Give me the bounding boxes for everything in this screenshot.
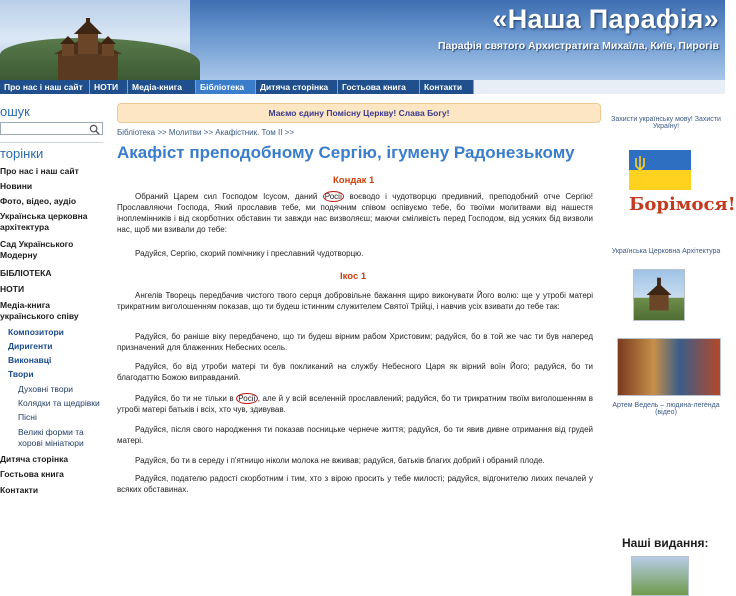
site-title[interactable]: «Наша Парафія» <box>492 4 719 34</box>
borimos-banner[interactable]: Борімося! <box>629 194 736 215</box>
sidebar-item-media-book[interactable]: Медіа-книга <box>0 300 51 310</box>
kondak-heading: Кондак 1 <box>333 175 375 186</box>
sidebar-item-news[interactable]: Новини <box>0 181 33 191</box>
ikos-paragraph <box>117 393 593 415</box>
search-title: ошук <box>0 104 30 119</box>
kondak-paragraph <box>117 191 593 235</box>
sidebar-item-media-book-2[interactable]: українського співу <box>0 311 79 321</box>
pages-title: торінки <box>0 146 44 161</box>
search-input[interactable] <box>0 122 103 135</box>
ikos-paragraph <box>117 424 593 446</box>
edition-thumbnail[interactable] <box>631 556 689 596</box>
ikos-p3-a: Радуйся, бо ти не тільки в <box>135 394 237 403</box>
site-header <box>0 0 725 80</box>
sidebar-item-garden[interactable]: Сад Українського <box>0 239 74 249</box>
artem-vedel-caption[interactable]: Артем Ведель – людина-легенда (відео) <box>612 402 720 416</box>
sidebar-item-large-forms[interactable]: Великі форми та <box>18 427 84 437</box>
kondak-text-b: воєводо і чудотворцю предивний, преподобний отче Сергію! Прославляючи Господа, Який прославив тебе, ми подячним співом оспівуємо тебе, бо твоїми молитвами від нашестя іноплемінників і від скорботних обставин ти завжди нас визволяєш; маючи сміливість перед Господом, від усяких бід визволи нас, щоб ми взивали до тебе: <box>117 192 593 234</box>
sidebar-item-works[interactable]: Твори <box>8 369 34 379</box>
ikos-paragraph <box>117 331 593 353</box>
nav-kids-page[interactable]: Дитяча сторінка <box>256 80 338 94</box>
sidebar-item-media[interactable]: Фото, відео, аудіо <box>0 196 77 206</box>
sidebar-item-sacred-works[interactable]: Духовні твори <box>18 384 74 394</box>
trident-icon <box>634 155 646 173</box>
sidebar-item-about[interactable]: Про нас і наш сайт <box>0 166 79 176</box>
ikos-p6: Радуйся, подателю радості скорботним і тим, хто з вірою просить у тебе милості; радуйся, відгонителю лихих печалей у всяких обставинах. <box>117 474 593 494</box>
sidebar-item-guestbook[interactable]: Гостьова книга <box>0 469 64 479</box>
sidebar-item-notes[interactable]: НОТИ <box>0 284 25 294</box>
sidebar-item-kids[interactable]: Дитяча сторінка <box>0 454 69 464</box>
nav-contacts[interactable]: Контакти <box>420 80 474 94</box>
nav-guestbook[interactable]: Гостьова книга <box>338 80 420 94</box>
ikos-p3-b: , але й у всій вселенній прославлений; радуйся, бо ти трикратним твоїм виголошенням в утробі матері батьків і всіх, хто чув, здивував. <box>117 394 593 414</box>
ikos-paragraph <box>117 473 593 495</box>
ikos-paragraph <box>117 361 593 383</box>
ikos-p5: Радуйся, бо ти в середу і п'ятницю ніколи молока не вживав; радуйся, батьків благих добрий і обраний плоде. <box>135 456 545 465</box>
artem-vedel-video-thumbnail[interactable] <box>617 338 721 396</box>
ikos-intro <box>117 290 593 312</box>
announcement-banner: Маємо єдину Помісну Церкву! Слава Богу! <box>117 103 601 123</box>
left-sidebar <box>0 96 108 500</box>
circled-word: Росії <box>324 192 343 201</box>
nav-library[interactable]: Бібліотека <box>196 80 256 94</box>
kondak-text-a: Обраний Царем сил Господом Ісусом, даний <box>135 192 323 201</box>
sidebar-item-garden-2[interactable]: Модерну <box>0 250 38 260</box>
editions-heading: Наші видання: <box>622 536 709 550</box>
sidebar-item-conductors[interactable]: Диригенти <box>8 341 53 351</box>
ikos-paragraph <box>117 455 593 466</box>
kondak-refrain <box>117 248 593 259</box>
nav-about[interactable]: Про нас і наш сайт <box>0 80 90 94</box>
nav-notes[interactable]: НОТИ <box>90 80 128 94</box>
sidebar-divider <box>0 142 103 143</box>
circled-word: Росії <box>238 394 256 403</box>
sidebar-item-carols[interactable]: Колядки та щедрівки <box>18 398 100 408</box>
church-icon <box>634 270 684 320</box>
sidebar-item-library[interactable]: БІБЛІОТЕКА <box>0 268 52 278</box>
right-sidebar <box>607 96 736 550</box>
sidebar-item-architecture[interactable]: Українська церковна <box>0 211 88 221</box>
ikos-p1: Радуйся, бо раніше віку передбачено, що ти будеш вірним рабом Христовим; радуйся, бо в той же час ти був наперед призначений для блаженних Небесних осель. <box>117 332 593 352</box>
ukraine-flag[interactable] <box>629 150 691 190</box>
breadcrumb[interactable]: Бібліотека >> Молитви >> Акафістник. Том ІІ >> <box>117 128 295 137</box>
page-title: Акафіст преподобному Сергію, ігумену Радонезькому <box>117 143 575 162</box>
site-subtitle: Парафія святого Архистратига Михаїла, Київ, Пирогів <box>437 40 719 52</box>
architecture-caption[interactable]: Українська Церковна Архітектура <box>611 248 721 255</box>
sidebar-item-contacts[interactable]: Контакти <box>0 485 39 495</box>
ikos-p4: Радуйся, після свого народження ти показав посницьке чернече життя; радуйся, бо ти явив дивне отримання від грудей матері. <box>117 425 593 445</box>
nav-media-book[interactable]: Медіа-книга <box>128 80 196 94</box>
ikos-heading: Ікос 1 <box>340 271 367 282</box>
ikos-intro-text: Ангелів Творець передбачив чистого твого серця добровільне бажання щиро виконувати Його волю: ще у утробі матері трикратним виголошенням показав, що ти будеш істинним служителем Святої Трійці, і навчив усіх взивати до тебе так: <box>117 291 593 311</box>
kondak-refrain-text: Радуйся, Сергію, скорий помічнику і преславний чудотворцю. <box>135 249 364 258</box>
architecture-thumbnail[interactable] <box>633 269 685 321</box>
ikos-p2: Радуйся, бо від утроби матері ти був покликаний на службу Небесного Царя як вірний воїн Його; радуйся, бо ти благодаттю Божою виправданий. <box>117 362 593 382</box>
wooden-church-icon <box>48 18 128 80</box>
sidebar-item-performers[interactable]: Виконавці <box>8 355 52 365</box>
protect-language-text[interactable]: Захисти українську мову! Захисти Україну! <box>611 116 721 130</box>
sidebar-item-composers[interactable]: Композитори <box>8 327 64 337</box>
sidebar-item-architecture-2[interactable]: архітектура <box>0 222 49 232</box>
sidebar-item-songs[interactable]: Пісні <box>18 412 37 422</box>
sidebar-item-large-forms-2[interactable]: хорові мініатюри <box>18 438 84 448</box>
search-icon[interactable] <box>89 124 100 135</box>
